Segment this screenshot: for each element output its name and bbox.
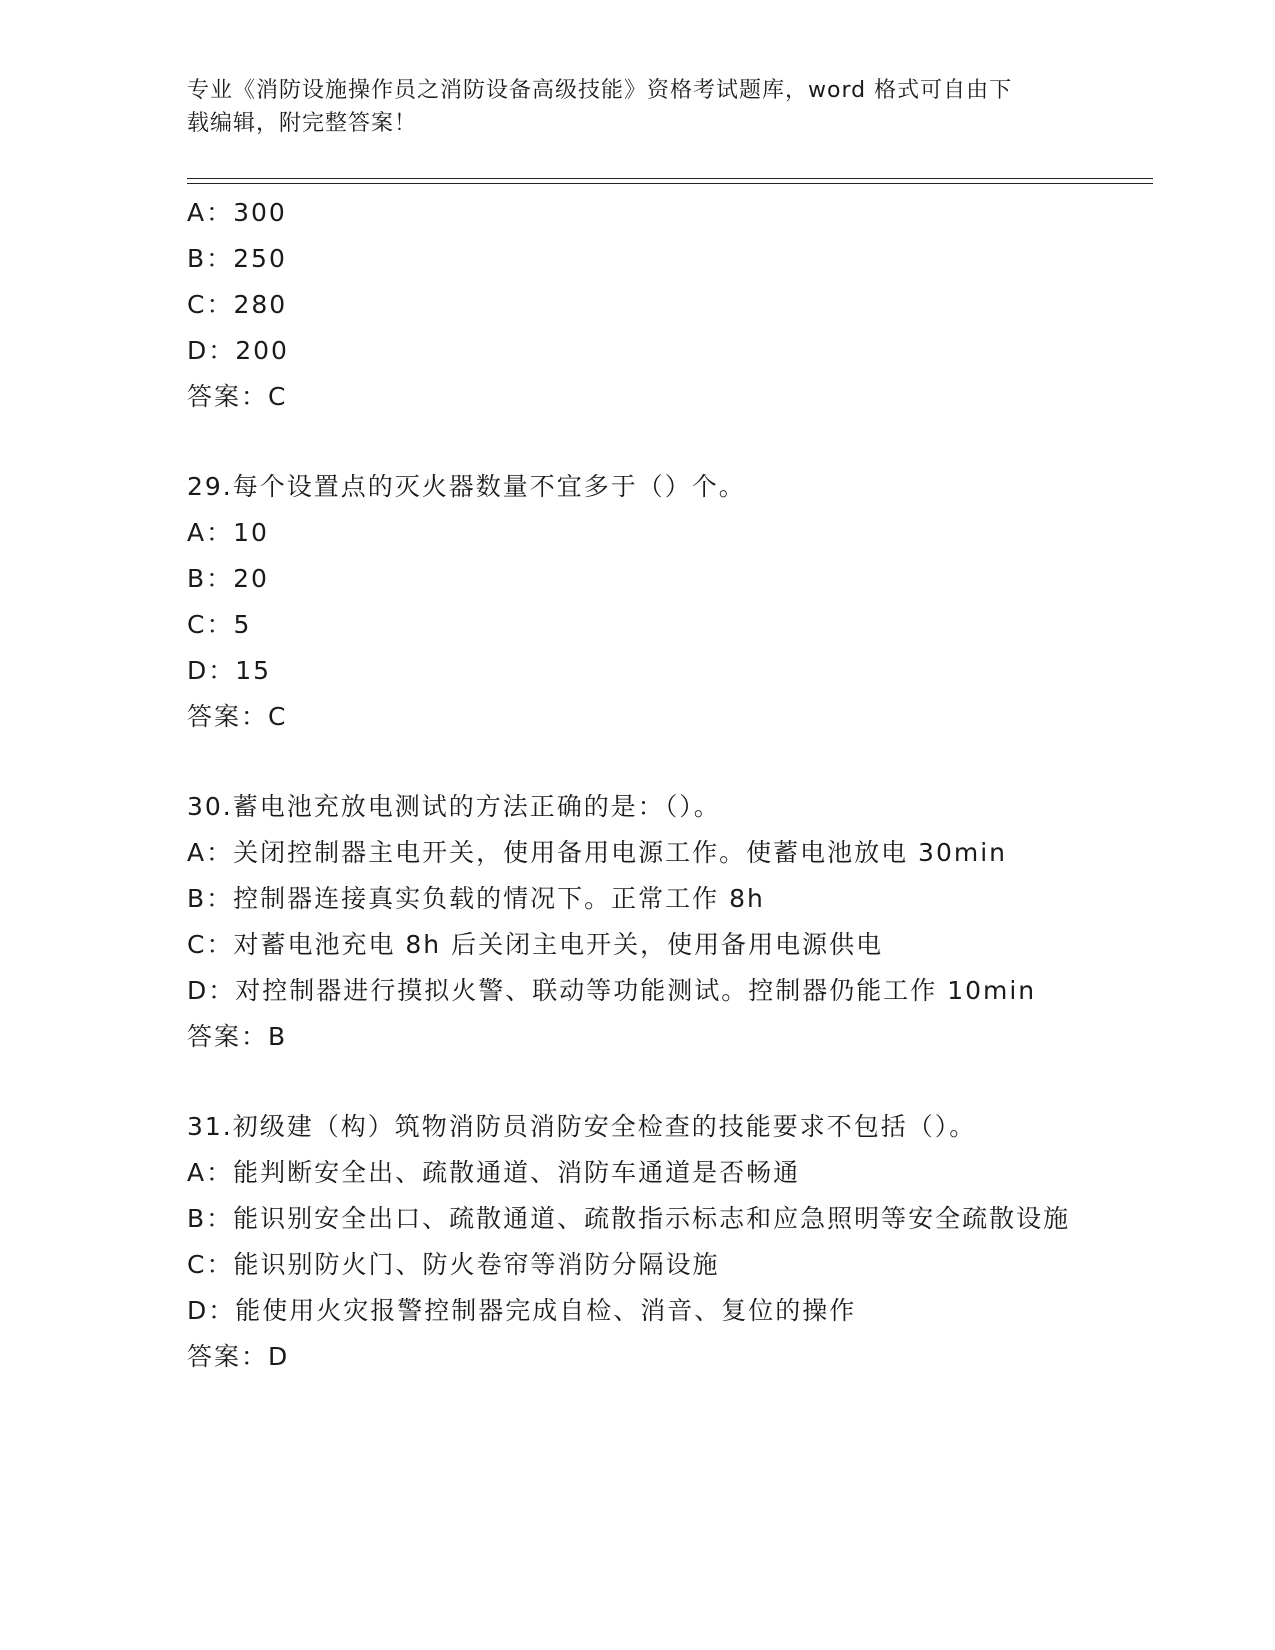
option-c: C：对蓄电池充电 8h 后关闭主电开关，使用备用电源供电 — [187, 930, 884, 959]
option-c: C：5 — [187, 610, 252, 639]
question-block-prev — [187, 190, 1087, 420]
option-a: A：300 — [187, 198, 287, 227]
question-stem: 31.初级建（构）筑物消防员消防安全检查的技能要求不包括（）。 — [187, 1112, 977, 1141]
header-line-1: 专业《消防设施操作员之消防设备高级技能》资格考试题库，word 格式可自由下 — [187, 78, 1013, 103]
answer-line: 答案：C — [187, 382, 288, 411]
option-b: B：能识别安全出口、疏散通道、疏散指示标志和应急照明等安全疏散设施 — [187, 1204, 1071, 1233]
question-stem: 30.蓄电池充放电测试的方法正确的是：（）。 — [187, 792, 721, 821]
question-block-30 — [187, 784, 1087, 1060]
header-rule-top — [187, 178, 1153, 179]
option-d: D：200 — [187, 336, 289, 365]
answer-line: 答案：C — [187, 702, 288, 731]
option-a: A：能判断安全出、疏散通道、消防车通道是否畅通 — [187, 1158, 801, 1187]
option-b: B：250 — [187, 244, 287, 273]
option-c: C：280 — [187, 290, 288, 319]
answer-line: 答案：D — [187, 1342, 290, 1371]
option-a: A：关闭控制器主电开关，使用备用电源工作。使蓄电池放电 30min — [187, 838, 1008, 867]
answer-line: 答案：B — [187, 1022, 288, 1051]
question-list — [187, 190, 1087, 1380]
option-b: B：20 — [187, 564, 269, 593]
question-block-29 — [187, 464, 1087, 740]
header-rule-bottom — [187, 183, 1153, 184]
option-d: D：15 — [187, 656, 272, 685]
option-d: D：对控制器进行摸拟火警、联动等功能测试。控制器仍能工作 10min — [187, 976, 1037, 1005]
question-block-31 — [187, 1104, 1087, 1380]
page-header — [187, 74, 1067, 140]
option-a: A：10 — [187, 518, 269, 547]
question-stem: 29.每个设置点的灭火器数量不宜多于（）个。 — [187, 472, 746, 501]
option-b: B：控制器连接真实负载的情况下。正常工作 8h — [187, 884, 765, 913]
header-line-2: 载编辑，附完整答案！ — [187, 111, 418, 136]
option-d: D：能使用火灾报警控制器完成自检、消音、复位的操作 — [187, 1296, 857, 1325]
option-c: C：能识别防火门、防火卷帘等消防分隔设施 — [187, 1250, 720, 1279]
